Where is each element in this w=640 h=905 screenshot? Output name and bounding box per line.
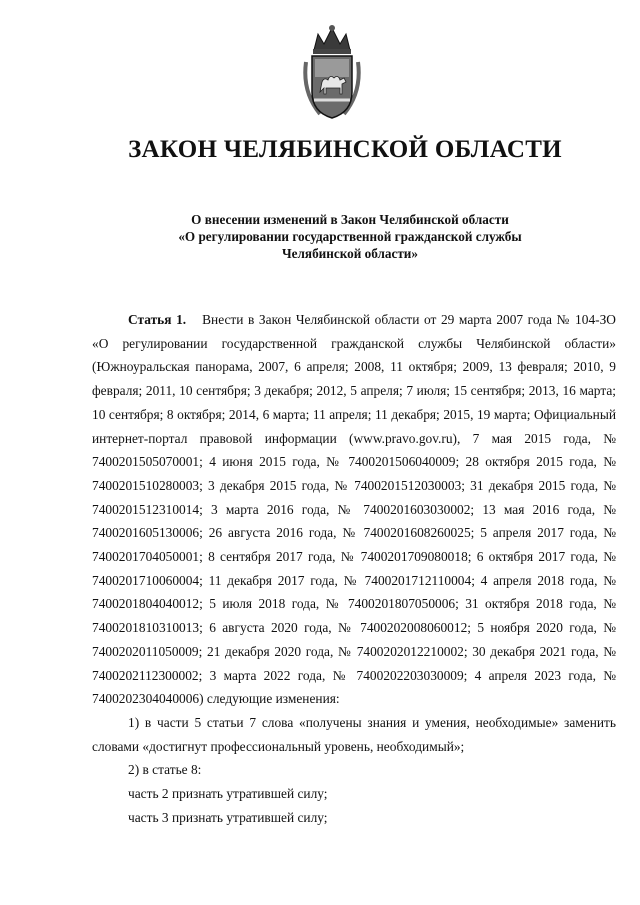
document-body	[92, 308, 616, 829]
list-item: 2) в статье 8:	[128, 762, 202, 778]
article-text: Внести в Закон Челябинской области от 29 марта 2007 года № 104-ЗО «О регулировании государственной гражданской службы Челябинской области» (Южноуральская панорама, 2007, 6 апреля; 2008, 11 октября; 2009, 13 февраля; 2010, 9 февраля; 2011, 10 сентября; 3 декабря; 2012, 5 апреля; 7 июля; 15 сентября; 2013, 16 марта; 10 сентября; 8 октября; 2014, 6 марта; 11 апреля; 11 декабря; 2015, 19 марта; Официальный интернет-портал правовой информации (www.pravo.gov.ru), 7 мая 2015 года, № 7400201505070001; 4 июня 2015 года, № 7400201506040009; 28 октября 2015 года, № 7400201510280003; 3 декабря 2015 года, № 7400201512030003; 31 декабря 2015 года, № 7400201512310014; 3 марта 2016 года, № 7400201603030002; 13 мая 2016 года, № 7400201605130006; 26 августа 2016 года, № 7400201608260025; 5 апреля 2017 года, № 7400201704050001; 8 сентября 2017 года, № 7400201709080018; 6 октября 2017 года, № 7400201710060004; 11 декабря 2017 года, № 7400201712110004; 4 апреля 2018 года, № 7400201804040012; 5 июля 2018 года, № 7400201807050006; 31 октября 2018 года, № 7400201810310013; 6 августа 2020 года, № 7400202008060012; 5 ноября 2020 года, № 7400202011050009; 21 декабря 2020 года, № 7400202012210002; 30 декабря 2021 года, № 7400202112300002; 3 марта 2022 года, № 7400202203030009; 4 апреля 2023 года, № 7400202304040006) следующие изменения:	[92, 312, 616, 707]
subtitle-line: Челябинской области»	[282, 246, 418, 261]
article-label: Статья 1.	[128, 312, 187, 327]
list-item: 1) в части 5 статьи 7 слова «получены знания и умения, необходимые» заменить словами «достигнут профессиональный уровень, необходимый»;	[92, 714, 616, 754]
subtitle-line: «О регулировании государственной гражданской службы	[178, 229, 522, 244]
list-item: часть 2 признать утратившей силу;	[128, 786, 328, 802]
subtitle-line: О внесении изменений в Закон Челябинской области	[191, 212, 509, 227]
chelyabinsk-coat-of-arms-icon	[300, 22, 364, 122]
document-subtitle	[0, 211, 640, 262]
article-1-paragraph	[92, 308, 616, 711]
list-item: часть 3 признать утратившей силу;	[128, 809, 328, 825]
document-title: ЗАКОН ЧЕЛЯБИНСКОЙ ОБЛАСТИ	[128, 136, 562, 163]
